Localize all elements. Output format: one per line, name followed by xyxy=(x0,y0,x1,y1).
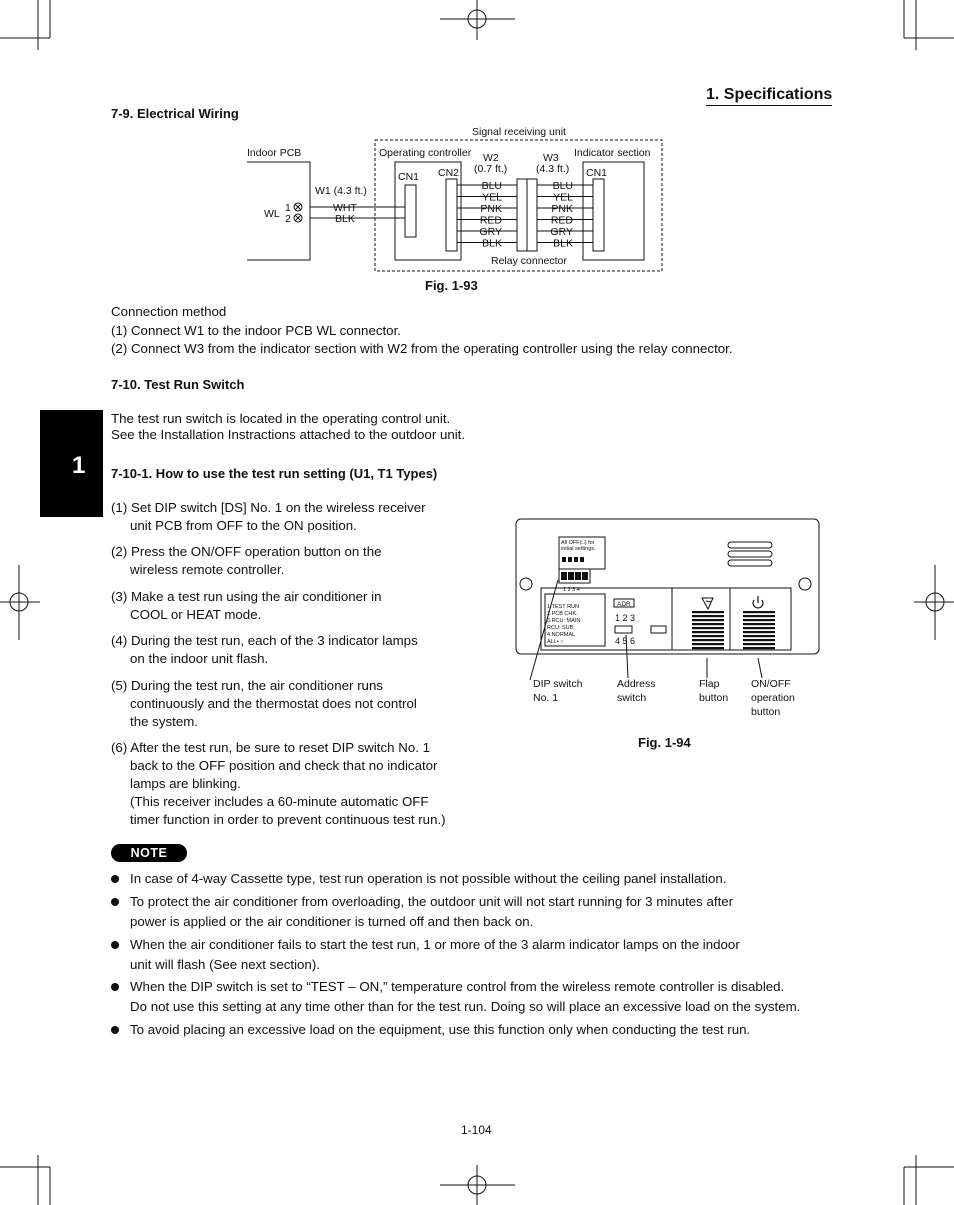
flap-button-label-2: button xyxy=(699,692,729,704)
address-switch-right xyxy=(651,626,666,633)
button-grill-line xyxy=(692,643,724,645)
step-3: (3) Make a test run using the air conditioner in COOL or HEAT mode. xyxy=(111,589,382,622)
bullet-dot-icon xyxy=(111,1026,119,1034)
onoff-button-label-1: ON/OFF xyxy=(751,678,791,690)
button-grill-line xyxy=(743,647,775,649)
note-bullet-5: To avoid placing an excessive load on the equipment, use this function only when conducting the test run. xyxy=(111,1020,846,1040)
w3-label: W3 xyxy=(543,152,559,164)
test-run-para-2: See the Installation Instractions attached to the outdoor unit. xyxy=(111,427,466,442)
button-grill-line xyxy=(743,615,775,617)
address-bottom-numbers: 4 5 6 xyxy=(615,636,636,646)
note-bullet-1: In case of 4-way Cassette type, test run operation is not possible without the ceiling panel installation. xyxy=(111,869,846,889)
dip-list-2: 2.PCB CHK. xyxy=(547,611,578,617)
cn1-right-label: CN1 xyxy=(586,167,608,179)
bullet-dot-icon xyxy=(111,983,119,991)
wl-label: WL xyxy=(264,208,280,220)
pin-1-label: 1 xyxy=(285,202,291,214)
blk-label: BLK xyxy=(335,213,355,225)
note-badge: NOTE xyxy=(111,844,187,862)
w3-length-label: (4.3 ft.) xyxy=(536,163,570,175)
w2-wire-color: YEL xyxy=(482,191,502,204)
chapter-tab xyxy=(40,410,103,517)
button-grill-line xyxy=(692,623,724,625)
fig-1-93-caption: Fig. 1-93 xyxy=(425,278,478,293)
w2-wire-color: BLK xyxy=(482,237,502,250)
page-header-title: 1. Specifications xyxy=(706,86,832,106)
w3-wire-color: YEL xyxy=(553,191,573,204)
w1-label: W1 (4.3 ft.) xyxy=(315,185,367,197)
button-grill-line xyxy=(743,643,775,645)
button-grill-line xyxy=(692,615,724,617)
address-top-numbers: 1 2 3 xyxy=(615,613,636,623)
receiver-diagram xyxy=(510,515,830,725)
flap-icon xyxy=(702,598,713,609)
step-6: (6) After the test run, be sure to reset DIP switch No. 1 back to the OFF position and check that no indicator lamps are blinking. (This receiver includes a 60-minute automatic OFF timer function in order to prevent continuous test run.) xyxy=(111,740,446,827)
cn2-label: CN2 xyxy=(438,167,460,179)
dip-switch-label-1: DIP switch xyxy=(533,678,583,690)
test-run-para-1: The test run switch is located in the operating control unit. xyxy=(111,411,451,426)
connection-step-2: (2) Connect W3 from the indicator section with W2 from the operating controller using the relay connector. xyxy=(111,341,733,356)
onoff-button-label-2: operation xyxy=(751,692,795,704)
step-2: (2) Press the ON/OFF operation button on the wireless remote controller. xyxy=(111,544,382,577)
all-off-note-2: initial settings. xyxy=(561,546,596,552)
cn1-left-connector xyxy=(405,185,416,237)
step-4: (4) During the test run, each of the 3 indicator lamps on the indoor unit flash. xyxy=(111,633,418,666)
flap-button-label-1: Flap xyxy=(699,678,720,690)
dip-numbers: 1 2 3 4 xyxy=(563,587,580,593)
button-grill-line xyxy=(743,611,775,613)
bullet-dot-icon xyxy=(111,941,119,949)
screw-hole-right xyxy=(799,578,811,590)
pin-2-label: 2 xyxy=(285,213,291,225)
section-heading-7-9: 7-9. Electrical Wiring xyxy=(111,106,239,121)
page-number: 1-104 xyxy=(461,1123,492,1137)
note-bullet-4: When the DIP switch is set to “TEST – ON,” temperature control from the wireless remote controller is disabled. Do not use this setting at any time other than for the test run. Doing so will place an excessive load on the system. xyxy=(111,977,846,1016)
button-grill-line xyxy=(692,631,724,633)
all-off-note-1: All OFF(□) for xyxy=(561,540,595,546)
step-5: (5) During the test run, the air conditioner runs continuously and the thermostat does not control the system. xyxy=(111,678,417,729)
adr-label: ADR xyxy=(617,601,631,608)
section-heading-7-10-1: 7-10-1. How to use the test run setting (U1, T1 Types) xyxy=(111,466,438,481)
button-grill-line xyxy=(692,635,724,637)
wiring-diagram xyxy=(240,122,670,277)
button-grill-line xyxy=(692,639,724,641)
cn2-connector xyxy=(446,179,457,251)
relay-connector-label: Relay connector xyxy=(491,255,567,267)
cn1-left-label: CN1 xyxy=(398,171,420,183)
w2-wire-color: RED xyxy=(479,214,502,227)
address-switch-label-2: switch xyxy=(617,692,647,704)
power-icon xyxy=(753,596,763,608)
cn1-right-connector xyxy=(593,179,604,251)
button-grill-line xyxy=(692,611,724,613)
wht-label: WHT xyxy=(333,202,357,214)
button-grill-line xyxy=(743,619,775,621)
dip-switch-label-2: No. 1 xyxy=(533,692,559,704)
indicator-section-label: Indicator section xyxy=(574,147,651,159)
w2-wire-color: PNK xyxy=(480,203,502,215)
onoff-button-label-3: button xyxy=(751,706,781,718)
w2-wire-color: GRY xyxy=(479,226,502,238)
w2-wire-color: BLU xyxy=(481,180,502,192)
dip-list-4: RCU: SUB xyxy=(547,625,574,631)
connection-method-title: Connection method xyxy=(111,304,227,319)
bullet-dot-icon xyxy=(111,875,119,883)
button-grill-line xyxy=(692,619,724,621)
w3-wire-color: RED xyxy=(550,214,573,227)
address-switch-left xyxy=(615,626,632,633)
dip-list-6: ALL• ○ xyxy=(547,639,564,645)
address-switch-label-1: Address xyxy=(617,678,656,690)
dip-list-5: 4.NORMAL xyxy=(547,632,576,638)
button-grill-line xyxy=(743,623,775,625)
indoor-pcb-label: Indoor PCB xyxy=(247,147,302,159)
bullet-dot-icon xyxy=(111,898,119,906)
button-grill-line xyxy=(743,639,775,641)
w3-wire-color: PNK xyxy=(551,203,573,215)
note-bullet-3: When the air conditioner fails to start the test run, 1 or more of the 3 alarm indicator lamps on the indoor unit will flash (See next section). xyxy=(111,935,846,974)
w2-label: W2 xyxy=(483,152,499,164)
chapter-number: 1 xyxy=(72,452,86,479)
signal-receiving-unit-label: Signal receiving unit xyxy=(472,126,566,138)
section-heading-7-10: 7-10. Test Run Switch xyxy=(111,377,245,392)
w2-length-label: (0.7 ft.) xyxy=(474,163,508,175)
connection-step-1: (1) Connect W1 to the indoor PCB WL connector. xyxy=(111,323,401,338)
w3-wire-color: BLK xyxy=(553,237,573,250)
w3-wire-color: BLU xyxy=(552,180,573,192)
step-1: (1) Set DIP switch [DS] No. 1 on the wireless receiver unit PCB from OFF to the ON position. xyxy=(111,500,426,533)
dip-list-3: 3.RCU: MAIN xyxy=(547,618,581,624)
button-grill-line xyxy=(743,627,775,629)
button-grill-line xyxy=(743,635,775,637)
button-grill-line xyxy=(692,647,724,649)
screw-hole-left xyxy=(520,578,532,590)
w3-wire-color: GRY xyxy=(550,226,573,238)
operating-controller-label: Operating controller xyxy=(379,147,472,159)
dip-list-1: 1.TEST RUN xyxy=(547,604,579,610)
fig-1-94-caption: Fig. 1-94 xyxy=(638,735,691,750)
button-grill-line xyxy=(692,627,724,629)
note-bullet-2: To protect the air conditioner from overloading, the outdoor unit will not start running for 3 minutes after power is applied or the air conditioner is turned off and then back on. xyxy=(111,892,846,931)
button-grill-line xyxy=(743,631,775,633)
